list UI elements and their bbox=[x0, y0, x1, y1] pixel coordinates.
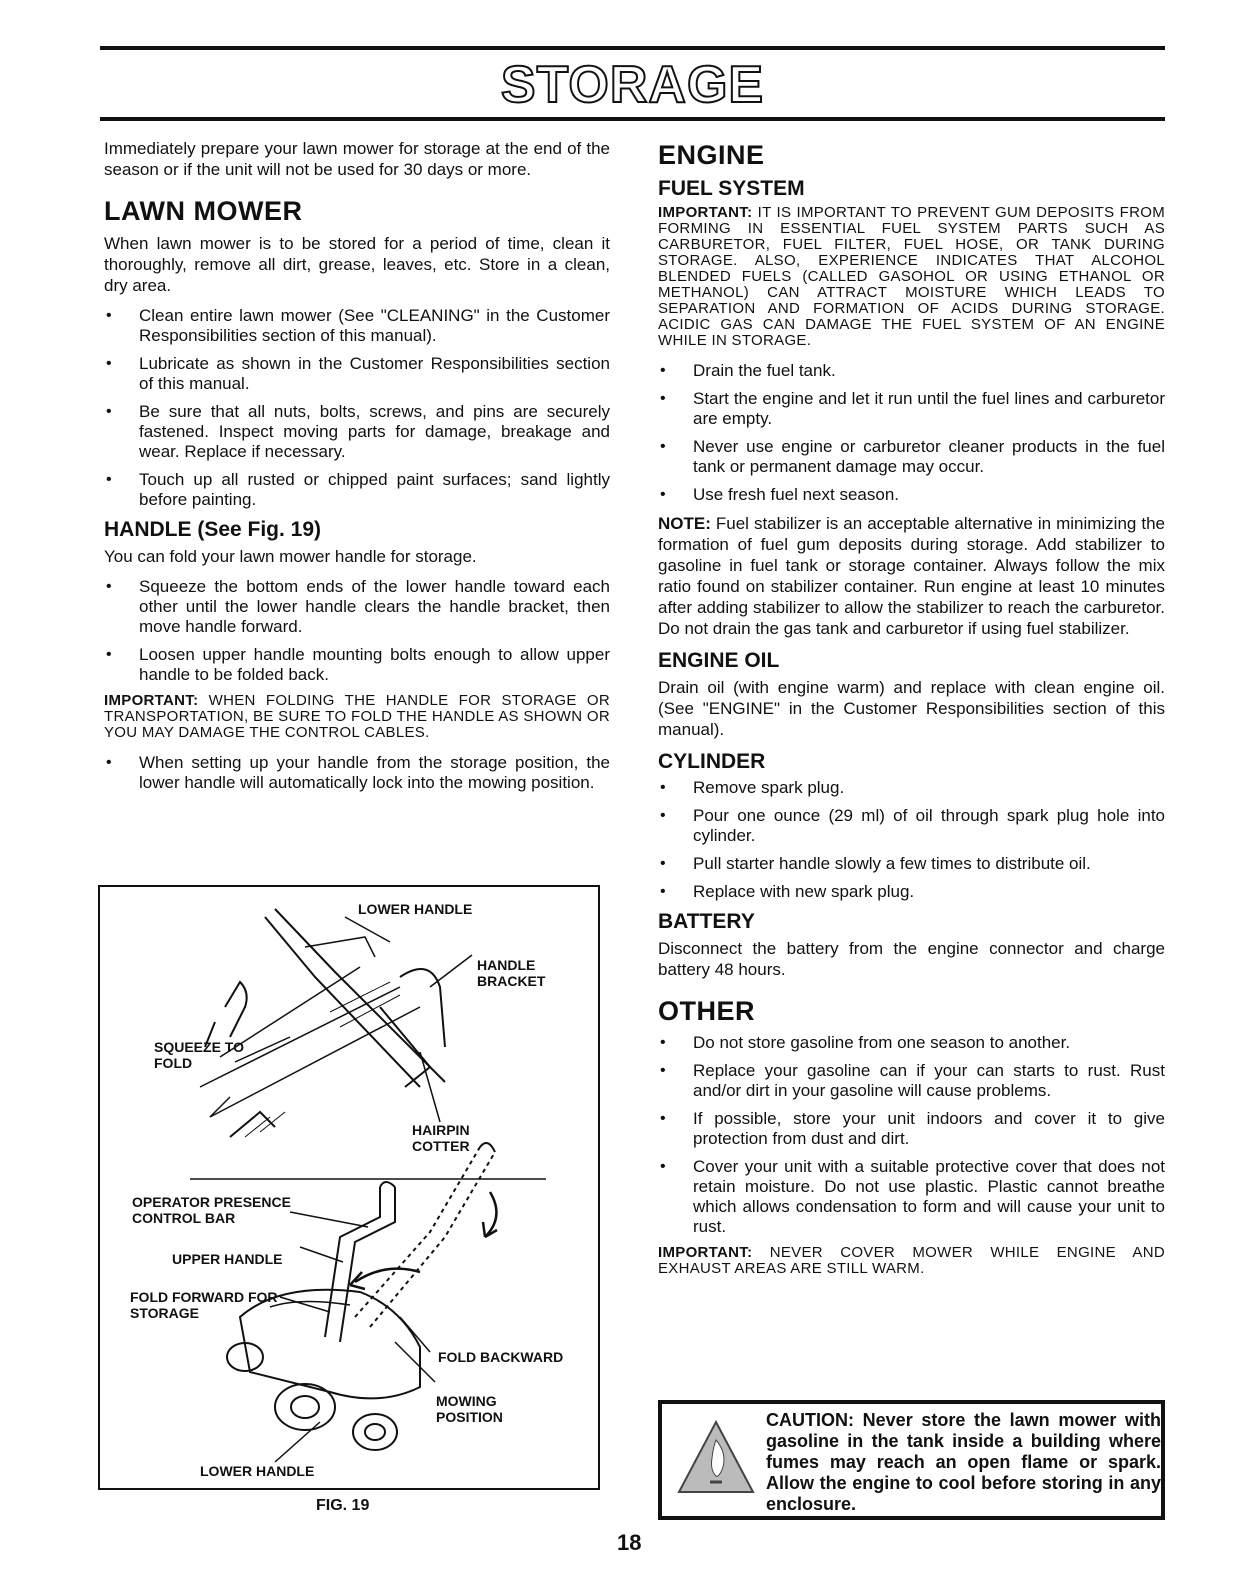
list-item: • Squeeze the bottom ends of the lower handle toward each other until the lower handle clears the handle bracket, then move handle forward. bbox=[104, 577, 610, 637]
label-mowing-position: MOWING POSITION bbox=[436, 1393, 503, 1425]
list-item: • Never use engine or carburetor cleaner products in the fuel tank or permanent damage may occur. bbox=[658, 437, 1165, 477]
page-title: STORAGE bbox=[500, 56, 765, 114]
fuel-system-heading: FUEL SYSTEM bbox=[658, 177, 805, 200]
intro-text: Immediately prepare your lawn mower for storage at the end of the season or if the unit will not be used for 30 days or more. bbox=[104, 139, 610, 179]
warning-triangle-icon bbox=[676, 1418, 756, 1498]
important-label: IMPORTANT: bbox=[104, 692, 199, 709]
list-item: • Clean entire lawn mower (See "CLEANING" in the Customer Responsibilities section of this manual). bbox=[104, 306, 610, 346]
caution-label: CAUTION: bbox=[766, 1410, 854, 1430]
label-squeeze-to-fold: SQUEEZE TO FOLD bbox=[154, 1039, 244, 1071]
list-item: • Use fresh fuel next season. bbox=[658, 485, 1165, 505]
label-fold-forward: FOLD FORWARD FOR STORAGE bbox=[130, 1289, 278, 1321]
right-column bbox=[658, 138, 1165, 1289]
caution-message: Never store the lawn mower with gasoline in the tank inside a building where fumes may reach an open flame or spark. Allow the engine to cool before storing in any enclosure. bbox=[766, 1410, 1161, 1514]
page-number: 18 bbox=[617, 1530, 642, 1555]
cylinder-list bbox=[658, 778, 1165, 902]
caution-box bbox=[658, 1400, 1165, 1520]
battery-text: Disconnect the battery from the engine connector and charge battery 48 hours. bbox=[658, 939, 1165, 979]
label-lower-handle-top: LOWER HANDLE bbox=[358, 901, 473, 917]
fuel-note bbox=[658, 513, 1165, 639]
list-item: • Touch up all rusted or chipped paint surfaces; sand lightly before painting. bbox=[104, 470, 610, 510]
list-item: • Pull starter handle slowly a few times to distribute oil. bbox=[658, 854, 1165, 874]
list-item: • Replace your gasoline can if your can starts to rust. Rust and/or dirt in your gasoline will cause problems. bbox=[658, 1061, 1165, 1101]
handle-list bbox=[104, 577, 610, 685]
top-rule bbox=[100, 46, 1165, 50]
lawn-mower-text: When lawn mower is to be stored for a period of time, clean it thoroughly, remove all dirt, grease, leaves, etc. Store in a clean, dry area. bbox=[104, 234, 610, 295]
list-item: • Cover your unit with a suitable protective cover that does not retain moisture. Do not use plastic. Plastic cannot breathe which allows condensation to form and will cause your unit to rust. bbox=[658, 1157, 1165, 1237]
list-item: • Loosen upper handle mounting bolts enough to allow upper handle to be folded back. bbox=[104, 645, 610, 685]
important-label: IMPORTANT: bbox=[658, 1244, 753, 1261]
fuel-important bbox=[658, 205, 1165, 349]
handle-heading: HANDLE (See Fig. 19) bbox=[104, 518, 322, 541]
list-item: • Start the engine and let it run until the fuel lines and carburetor are empty. bbox=[658, 389, 1165, 429]
other-important bbox=[658, 1245, 1165, 1277]
battery-heading: BATTERY bbox=[658, 910, 755, 933]
other-list bbox=[658, 1033, 1165, 1237]
figure-caption: FIG. 19 bbox=[316, 1497, 370, 1514]
fuel-list bbox=[658, 361, 1165, 505]
list-item: • Lubricate as shown in the Customer Responsibilities section of this manual. bbox=[104, 354, 610, 394]
cylinder-heading: CYLINDER bbox=[658, 750, 766, 773]
caution-text bbox=[766, 1410, 1161, 1515]
handle-important bbox=[104, 693, 610, 741]
lawn-mower-heading: LAWN MOWER bbox=[104, 196, 303, 226]
other-heading: OTHER bbox=[658, 996, 755, 1026]
important-text: IT IS IMPORTANT TO PREVENT GUM DEPOSITS FROM FORMING IN ESSENTIAL FUEL SYSTEM PARTS SUCH AS CARBURETOR, FUEL FILTER, FUEL HOSE, OR TANK DURING STORAGE. ALSO, EXPERIENCE INDICATES THAT ALCOHOL BLENDED FUELS (CALLED GASOHOL OR USING ETHANOL OR METHANOL) CAN ATTRACT MOISTURE WHICH LEADS TO SEPARATION AND FORMATION OF ACIDS DURING STORAGE. ACIDIC GAS CAN DAMAGE THE FUEL SYSTEM OF AN ENGINE WHILE IN STORAGE. bbox=[658, 204, 1165, 349]
label-lower-handle-bottom: LOWER HANDLE bbox=[200, 1463, 315, 1479]
handle-list-2 bbox=[104, 753, 610, 793]
figure-19 bbox=[98, 885, 600, 1490]
left-column bbox=[104, 138, 610, 801]
note-label: NOTE: bbox=[658, 514, 711, 533]
lawn-mower-list bbox=[104, 306, 610, 510]
note-text: Fuel stabilizer is an acceptable alternative in minimizing the formation of fuel gum deposits during storage. Add stabilizer to gasoline in fuel tank or storage container. Always follow the mix ratio found on stabilizer container. Run engine at least 10 minutes after adding stabilizer to allow the stabilizer to reach the carburetor. Do not drain the gas tank and carburetor if using fuel stabilizer. bbox=[658, 514, 1165, 638]
list-item: • Remove spark plug. bbox=[658, 778, 1165, 798]
important-text: NEVER COVER MOWER WHILE ENGINE AND EXHAUST AREAS ARE STILL WARM. bbox=[658, 1244, 1165, 1277]
label-upper-handle: UPPER HANDLE bbox=[172, 1251, 283, 1267]
engine-oil-heading: ENGINE OIL bbox=[658, 649, 780, 672]
list-item: • Pour one ounce (29 ml) of oil through spark plug hole into cylinder. bbox=[658, 806, 1165, 846]
label-fold-backward: FOLD BACKWARD bbox=[438, 1349, 564, 1365]
list-item: • If possible, store your unit indoors and cover it to give protection from dust and dirt. bbox=[658, 1109, 1165, 1149]
list-item: • Be sure that all nuts, bolts, screws, and pins are securely fastened. Inspect moving parts for damage, breakage and wear. Replace if necessary. bbox=[104, 402, 610, 462]
important-text: WHEN FOLDING THE HANDLE FOR STORAGE OR TRANSPORTATION, BE SURE TO FOLD THE HANDLE AS SHOWN OR YOU MAY DAMAGE THE CONTROL CABLES. bbox=[104, 692, 610, 741]
label-handle-bracket: HANDLE BRACKET bbox=[477, 957, 546, 989]
important-label: IMPORTANT: bbox=[658, 204, 753, 221]
engine-heading: ENGINE bbox=[658, 140, 765, 170]
handle-text: You can fold your lawn mower handle for storage. bbox=[104, 547, 477, 566]
engine-oil-text: Drain oil (with engine warm) and replace with clean engine oil. (See "ENGINE" in the Customer Responsibilities section of this manual). bbox=[658, 678, 1165, 739]
label-hairpin-cotter: HAIRPIN COTTER bbox=[412, 1122, 470, 1154]
list-item: • Drain the fuel tank. bbox=[658, 361, 1165, 381]
list-item: • Do not store gasoline from one season to another. bbox=[658, 1033, 1165, 1053]
title-rule bbox=[100, 117, 1165, 121]
list-item: • When setting up your handle from the storage position, the lower handle will automatically lock into the mowing position. bbox=[104, 753, 610, 793]
label-operator-presence: OPERATOR PRESENCE CONTROL BAR bbox=[132, 1194, 291, 1226]
list-item: • Replace with new spark plug. bbox=[658, 882, 1165, 902]
